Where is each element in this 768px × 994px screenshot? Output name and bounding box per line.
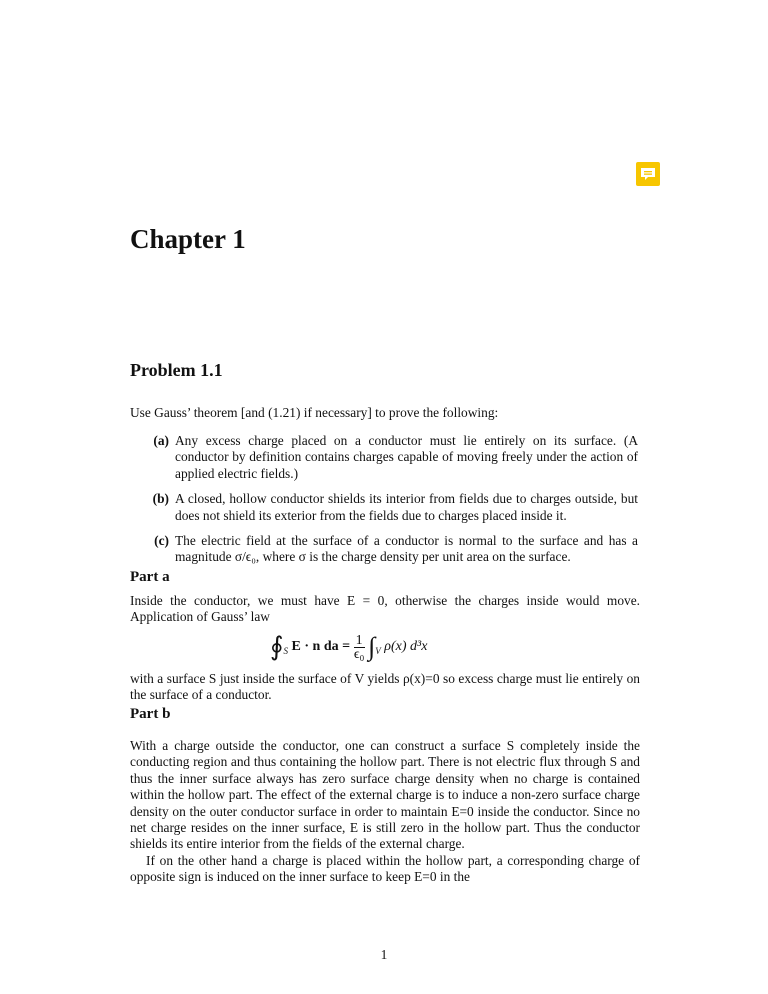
item-text: The electric field at the surface of a conductor is normal to the surface and has a magnitude σ/ϵ₀, where σ is the charge density per unit area on the surface. — [175, 533, 638, 565]
part-a-conclusion: with a surface S just inside the surface of V yields ρ(x)=0 so excess charge must lie entirely on the surface of a conductor. — [130, 671, 640, 703]
part-b-body — [130, 738, 640, 886]
item-label: (b) — [152, 491, 169, 507]
part-a-title: Part a — [130, 569, 170, 585]
gauss-law-equation — [270, 632, 427, 662]
eq-lhs: E · n da = — [291, 639, 351, 655]
item-label: (c) — [154, 533, 169, 549]
chapter-title: Chapter 1 — [130, 224, 246, 254]
problem-item-c — [130, 533, 640, 566]
page-number: 1 — [380, 947, 388, 962]
problem-item-a — [130, 433, 640, 482]
problem-items — [130, 433, 640, 575]
eq-subscript: V — [375, 646, 381, 657]
problem-title: Problem 1.1 — [130, 360, 223, 380]
eq-subscript: S — [283, 646, 289, 657]
part-b-title: Part b — [130, 706, 171, 722]
item-label: (a) — [153, 433, 169, 448]
problem-intro: Use Gauss’ theorem [and (1.21) if necessary] to prove the following: — [130, 405, 499, 420]
item-text: Any excess charge placed on a conductor must lie entirely on its surface. (A conductor by definition contains charges capable of moving freely under the action of applied electric fields.) — [175, 433, 638, 481]
part-b-paragraph-2: If on the other hand a charge is placed within the hollow part, a corresponding charge of opposite sign is induced on the inner surface to keep E=0 in the — [130, 852, 640, 885]
part-a-paragraph: Inside the conductor, we must have E = 0, otherwise the charges inside would move. Application of Gauss’ law — [130, 593, 640, 625]
problem-item-b — [130, 491, 640, 524]
contour-integral-sign: ∮ — [270, 632, 284, 661]
item-text: A closed, hollow conductor shields its interior from fields due to charges outside, but does not shield its exterior from the fields due to charges placed inside it. — [175, 491, 638, 523]
eq-numerator: 1 — [355, 632, 363, 648]
integral-sign: ∫ — [368, 632, 376, 661]
eq-fraction — [354, 634, 365, 661]
part-b-paragraph: With a charge outside the conductor, one can construct a surface S completely inside the conducting region and thus containing the hollow part. There is not electric flux through S and thus the inner surface always has zero surface charge density when no charge is contained within the hollow part. The effect of the external charge is to induce a non-zero surface charge density on the outer conductor surface in order to maintain E=0 inside the conductor. Since no net charge resides on the inner surface, E is still zero in the hollow part. Thus the conductor shields its entire interior from the fields of the external charge. — [130, 738, 640, 852]
eq-denominator: ϵ₀ — [353, 646, 365, 662]
comment-icon[interactable] — [636, 162, 660, 186]
eq-rhs: ρ(x) d³x — [384, 639, 428, 655]
